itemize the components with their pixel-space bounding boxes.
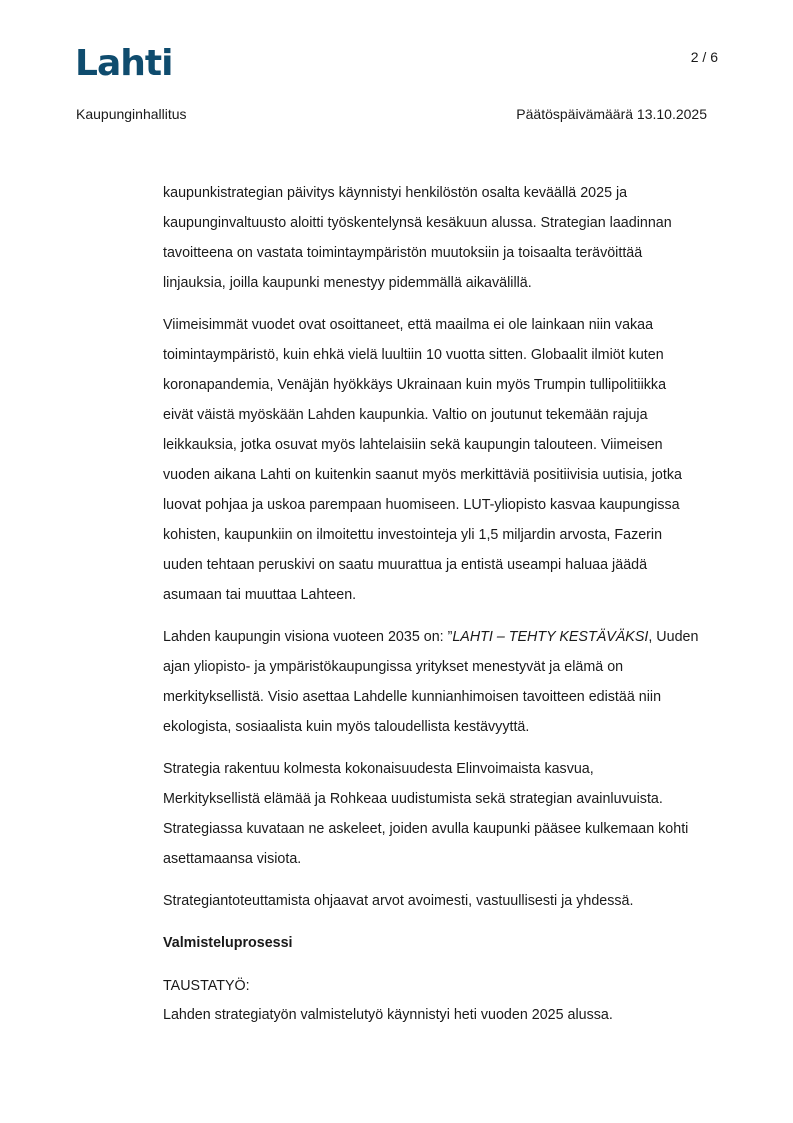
text-line: uuden tehtaan peruskivi on saatu muurattua ja entistä useampi haluaa jäädä bbox=[163, 557, 648, 573]
paragraph-4 bbox=[163, 754, 723, 874]
subheading: TAUSTATYÖ: bbox=[163, 978, 250, 994]
text-line: Strategia rakentuu kolmesta kokonaisuudesta Elinvoimaista kasvua, bbox=[163, 761, 594, 777]
text-line: kaupunkistrategian päivitys käynnistyi henkilöstön osalta keväällä 2025 ja bbox=[163, 185, 628, 201]
text-line: ekologista, sosiaalista kuin myös taloudellista kestävyyttä. bbox=[163, 719, 530, 735]
paragraph-1 bbox=[163, 178, 723, 298]
paragraph-5 bbox=[163, 886, 723, 916]
text-line: vuoden aikana Lahti on kuitenkin saanut myös merkittäviä positiivisia uutisia, jotka bbox=[163, 467, 682, 483]
vision-intro: Lahden kaupungin visiona vuoteen 2035 on: ” bbox=[163, 629, 453, 645]
logo-text: Lahti bbox=[75, 43, 173, 84]
text-line: Strategiantoteuttamista ohjaavat arvot avoimesti, vastuullisesti ja yhdessä. bbox=[163, 893, 634, 909]
text-line: Strategiassa kuvataan ne askeleet, joiden avulla kaupunki pääsee kulkemaan kohti bbox=[163, 821, 689, 837]
organization-name: Kaupunginhallitus bbox=[76, 106, 187, 122]
text-line: linjauksia, joilla kaupunki menestyy pidemmällä aikavälillä. bbox=[163, 275, 532, 291]
text-line: kaupunginvaltuusto aloitti työskentelynsä kesäkuun alussa. Strategian laadinnan bbox=[163, 215, 672, 231]
text-line: merkityksellistä. Visio asettaa Lahdelle kunnianhimoisen tavoitteen edistää niin bbox=[163, 689, 662, 705]
text-line bbox=[163, 622, 723, 652]
text-line: leikkauksia, jotka osuvat myös lahtelaisiin sekä kaupungin talouteen. Viimeisen bbox=[163, 437, 663, 453]
text-line: asettamaansa visiota. bbox=[163, 851, 302, 867]
vision-slogan: LAHTI – TEHTY KESTÄVÄKSI bbox=[452, 629, 649, 645]
document-body bbox=[163, 178, 723, 1030]
text-line: eivät väistä myöskään Lahden kaupunkia. Valtio on joutunut tekemään rajuja bbox=[163, 407, 648, 423]
text-line: asumaan tai muuttaa Lahteen. bbox=[163, 587, 357, 603]
vision-continuation: , Uuden bbox=[648, 629, 699, 645]
lahti-logo bbox=[75, 43, 173, 84]
paragraph-3 bbox=[163, 622, 723, 742]
text-line: tavoitteena on vastata toimintaympäristön muutoksiin ja toisaalta terävöittää bbox=[163, 245, 643, 261]
text-line: koronapandemia, Venäjän hyökkäys Ukrainaan kuin myös Trumpin tullipolitiikka bbox=[163, 377, 667, 393]
text-line: ajan yliopisto- ja ympäristökaupungissa yritykset menestyvät ja elämä on bbox=[163, 659, 624, 675]
text-line: Lahden strategiatyön valmistelutyö käynnistyi heti vuoden 2025 alussa. bbox=[163, 1007, 613, 1023]
paragraph-2 bbox=[163, 310, 723, 610]
text-line: toimintaympäristö, kuin ehkä vielä luultiin 10 vuotta sitten. Globaalit ilmiöt kuten bbox=[163, 347, 664, 363]
subsection bbox=[163, 972, 723, 1030]
text-line: Merkityksellistä elämää ja Rohkeaa uudistumista sekä strategian avainluvuista. bbox=[163, 791, 663, 807]
text-line: Viimeisimmät vuodet ovat osoittaneet, että maailma ei ole lainkaan niin vakaa bbox=[163, 317, 654, 333]
text-line: kohisten, kaupunkiin on ilmoitettu investointeja yli 1,5 miljardin arvosta, Fazerin bbox=[163, 527, 663, 543]
page-number: 2 / 6 bbox=[690, 49, 718, 65]
text-line: luovat pohjaa ja uskoa parempaan huomiseen. LUT-yliopisto kasvaa kaupungissa bbox=[163, 497, 680, 513]
decision-date: Päätöspäivämäärä 13.10.2025 bbox=[516, 106, 707, 122]
section-heading: Valmisteluprosessi bbox=[163, 935, 293, 951]
